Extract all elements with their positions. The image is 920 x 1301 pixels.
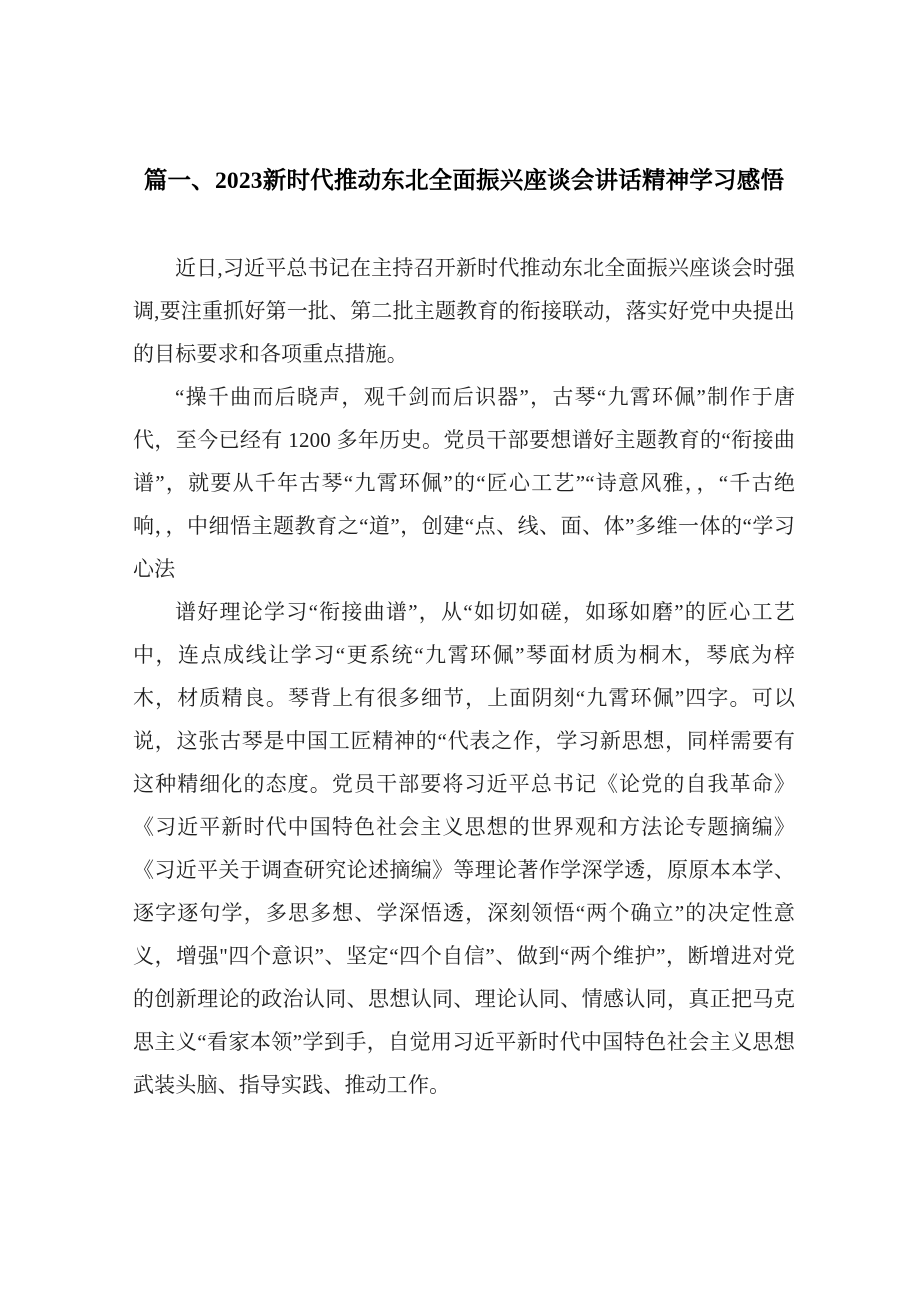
page-title: 篇一、2023新时代推动东北全面振兴座谈会讲话精神学习感悟 xyxy=(143,168,785,194)
document-body xyxy=(133,0,795,1107)
paragraph-2: “操千曲而后晓声，观千剑而后识器”，古琴“九霄环佩”制作于唐代，至今已经有 1200 多年历史。党员干部要想谱好主题教育的“衔接曲谱”，就要从千年古琴“九霄环佩”的“匠心工艺”“诗意风雅，，“千古绝响，，中细悟主题教育之“道”，创建“点、线、面、体”多维一体的“学习心法 xyxy=(133,385,795,581)
paragraph-3: 谱好理论学习“衔接曲谱”，从“如切如磋，如琢如磨”的匠心工艺中，连点成线让学习“更系统“九霄环佩”琴面材质为桐木，琴底为梓木，材质精良。琴背上有很多细节，上面阴刻“九霄环佩”四字。可以说，这张古琴是中国工匠精神的“代表之作，学习新思想，同样需要有这种精细化的态度。党员干部要将习近平总书记《论党的自我革命》《习近平新时代中国特色社会主义思想的世界观和方法论专题摘编》《习近平关于调查研究论述摘编》等理论著作学深学透，原原本本学、逐字逐句学，多思多想、学深悟透，深刻领悟“两个确立”的决定性意义，增强"四个意识”、坚定“四个自信”、做到“两个维护”，断增进对党的创新理论的政治认同、思想认同、理论认同、情感认同，真正把马克思主义“看家本领”学到手，自觉用习近平新时代中国特色社会主义思想武装头脑、指导实践、推动工作。 xyxy=(133,600,795,1097)
paragraph-1: 近日,习近平总书记在主持召开新时代推动东北全面振兴座谈会时强调,要注重抓好第一批、第二批主题教育的衔接联动，落实好党中央提出的目标要求和各项重点措施。 xyxy=(133,256,795,366)
